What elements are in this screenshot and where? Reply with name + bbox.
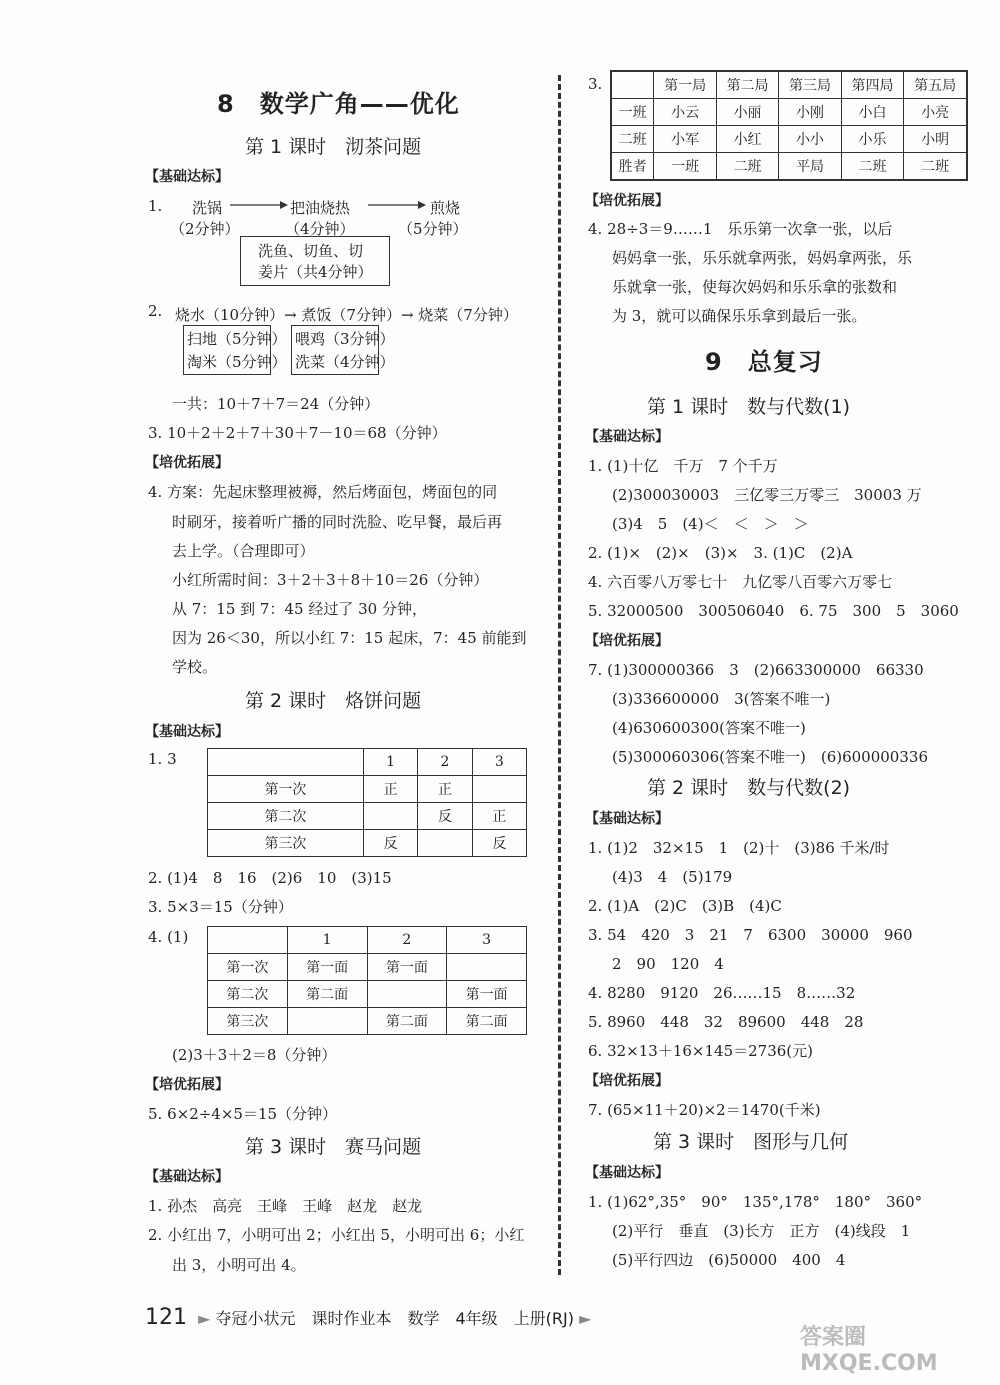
chevron-icon: ► <box>198 1309 211 1328</box>
lesson-1-title: 第 1 课时 沏茶问题 <box>245 136 422 158</box>
r2-answer: 6. 32×13＋16×145＝2736(元) <box>588 1042 813 1060</box>
r2-answer: 2. (1)A (2)C (3)B (4)C <box>588 897 782 915</box>
r1-answer: 7. (1)300000366 3 (2)663300000 66330 <box>588 661 924 679</box>
l2-q2: 2. (1)4 8 16 (2)6 10 (3)15 <box>148 869 392 887</box>
section-tag: 【基础达标】 <box>145 169 229 185</box>
r1-answer: 1. (1)十亿 千万 7 个千万 <box>588 457 778 475</box>
r1-answer: (3)4 5 (4)＜ ＜ ＞ ＞ <box>612 515 809 533</box>
r3-answer: (2)平行 垂直 (3)长方 正方 (4)线段 1 <box>612 1222 911 1240</box>
chevron-icon: ► <box>579 1309 592 1328</box>
watermark-logo: 答案圈 MXQE.COM <box>800 1325 938 1376</box>
q4-line: 从 7：15 到 7：45 经过了 30 分钟， <box>172 600 427 618</box>
l2-q4: 4. (1) <box>148 928 189 946</box>
section-tag: 【基础达标】 <box>145 1169 229 1185</box>
r2-answer: 1. (1)2 32×15 1 (2)十 (3)86 千米/时 <box>588 839 890 857</box>
r2-answer: 5. 8960 448 32 89600 448 28 <box>588 1013 864 1031</box>
q4-line: 去上学。（合理即可） <box>172 542 315 560</box>
l2-q5: 5. 6×2÷4×5＝15（分钟） <box>148 1105 338 1123</box>
q2-number: 2. <box>148 302 163 320</box>
l3-q2: 出 3，小明可出 4。 <box>172 1256 306 1274</box>
q1-step-c: 煎烧 <box>430 199 461 217</box>
section-tag: 【基础达标】 <box>585 429 669 445</box>
r1-answer: 4. 六百零八万零七十 九亿零八百零六万零七 <box>588 573 893 591</box>
book-title: 夺冠小状元 课时作业本 数学 4年级 上册(RJ) <box>215 1309 575 1328</box>
q2-box-2b: 洗菜（4分钟） <box>295 353 395 371</box>
race-table: 第一局 第二局 第三局 第四局 第五局 一班 小云 小丽 小刚 小白 小亮 二班 小军 小红 小小 小乐 小明 胜者 一班 二班 平局 二班 二班 <box>610 70 968 181</box>
column-divider <box>558 75 561 1275</box>
section-tag: 【培优拓展】 <box>585 193 669 209</box>
section-tag: 【基础达标】 <box>585 811 669 827</box>
r-q4-line: 为 3，就可以确保乐乐拿到最后一张。 <box>612 307 867 325</box>
r1-answer: (3)336600000 3(答案不唯一) <box>612 690 831 708</box>
r1-answer: (4)630600300(答案不唯一) <box>612 719 806 737</box>
r-q4-line: 4. 28÷3＝9……1 乐乐第一次拿一张，以后 <box>588 220 893 238</box>
q2-box-1b: 淘米（5分钟） <box>187 353 287 371</box>
section-tag: 【培优拓展】 <box>585 633 669 649</box>
q1-box-line2: 姜片（共4分钟） <box>258 263 373 281</box>
q1-arrows <box>230 198 550 212</box>
section-tag: 【基础达标】 <box>585 1165 669 1181</box>
r1-answer: 5. 32000500 300506040 6. 75 300 5 3060 <box>588 602 959 620</box>
page-number: 121 <box>145 1305 187 1330</box>
q1-number: 1. <box>148 197 163 215</box>
chapter-9-title: 9 总复习 <box>705 348 823 376</box>
r2-answer: 7. (65×11＋20)×2＝1470(千米) <box>588 1101 821 1119</box>
q1-box-line1: 洗鱼、切鱼、切 <box>258 242 364 260</box>
q1-step-b: 把油烧热 <box>290 199 351 217</box>
q4-line: 4. 方案：先起床整理被褥，然后烤面包，烤面包的同 <box>148 483 498 501</box>
l2-q3: 3. 5×3＝15（分钟） <box>148 898 293 916</box>
l3-q2: 2. 小红出 7，小明可出 2；小红出 5，小明可出 6；小红 <box>148 1226 525 1244</box>
r3-answer: 1. (1)62°,35° 90° 135°,178° 180° 360° <box>588 1193 923 1211</box>
r1-answer: 2. (1)× (2)× (3)× 3. (1)C (2)A <box>588 544 853 562</box>
r-q3-number: 3. <box>588 75 603 93</box>
q2-box-2a: 喂鸡（3分钟） <box>295 330 395 348</box>
section-tag: 【培优拓展】 <box>585 1073 669 1089</box>
r-lesson-1-title: 第 1 课时 数与代数(1) <box>647 396 851 418</box>
q1-step-c-time: （5分钟） <box>398 220 468 238</box>
section-tag: 【培优拓展】 <box>145 455 229 471</box>
q4-line: 学校。 <box>172 658 218 676</box>
q4-line: 时刷牙，接着听广播的同时洗脸、吃早餐，最后再 <box>172 513 503 531</box>
chapter-8-title: 8 数学广角——优化 <box>217 90 460 118</box>
l2-q1: 1. 3 <box>148 750 177 768</box>
l2-q4b: (2)3＋3＋2＝8（分钟） <box>172 1046 337 1064</box>
r-lesson-3-title: 第 3 课时 图形与几何 <box>653 1131 849 1153</box>
r1-answer: (2)300030003 三亿零三万零三 30003 万 <box>612 486 922 504</box>
r-q4-line: 乐就拿一张，使每次妈妈和乐乐拿的张数和 <box>612 278 898 296</box>
r-lesson-2-title: 第 2 课时 数与代数(2) <box>647 777 851 799</box>
q1-step-a-time: （2分钟） <box>170 220 240 238</box>
q1-step-a: 洗锅 <box>192 199 223 217</box>
l3-q1: 1. 孙杰 高亮 王峰 王峰 赵龙 赵龙 <box>148 1197 423 1215</box>
q2-sequence: 烧水（10分钟）→ 煮饭（7分钟）→ 烧菜（7分钟） <box>175 306 518 324</box>
page-footer <box>145 1305 591 1330</box>
flip-table-2: 1 2 3 第一次 第一面 第一面 第二次 第二面 第一面 第三次 第二面 第二面 <box>207 926 527 1035</box>
r-q4-line: 妈妈拿一张，乐乐就拿两张，妈妈拿两张，乐 <box>612 249 913 267</box>
section-tag: 【基础达标】 <box>145 724 229 740</box>
q3-answer: 3. 10＋2＋2＋7＋30＋7－10＝68（分钟） <box>148 424 447 442</box>
r1-answer: (5)300060306(答案不唯一) (6)600000336 <box>612 748 928 766</box>
q2-total: 一共：10＋7＋7＝24（分钟） <box>172 395 380 413</box>
section-tag: 【培优拓展】 <box>145 1077 229 1093</box>
lesson-2-title: 第 2 课时 烙饼问题 <box>245 690 422 712</box>
q2-box-1a: 扫地（5分钟） <box>187 330 287 348</box>
r2-answer: 3. 54 420 3 21 7 6300 30000 960 <box>588 926 913 944</box>
r2-answer: (4)3 4 (5)179 <box>612 868 733 886</box>
flip-table-1: 1 2 3 第一次 正 正 第二次 反 正 第三次 反 反 <box>207 748 527 857</box>
r3-answer: (5)平行四边 (6)50000 400 4 <box>612 1251 846 1269</box>
q4-line: 因为 26＜30，所以小红 7：15 起床，7：45 前能到 <box>172 629 527 647</box>
q4-line: 小红所需时间：3＋2＋3＋8＋10＝26（分钟） <box>172 571 489 589</box>
r2-answer: 2 90 120 4 <box>612 955 724 973</box>
lesson-3-title: 第 3 课时 赛马问题 <box>245 1136 422 1158</box>
r2-answer: 4. 8280 9120 26……15 8……32 <box>588 984 856 1002</box>
q1-step-b-time: （4分钟） <box>285 220 355 238</box>
